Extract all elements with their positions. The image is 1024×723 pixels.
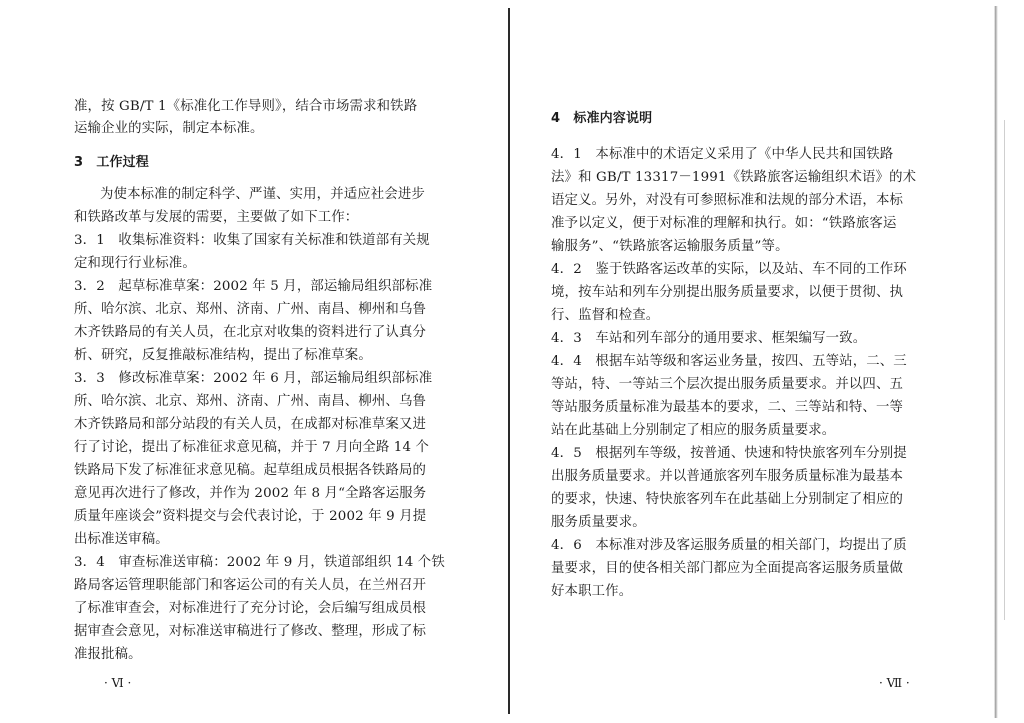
page-edge-shadow: [994, 6, 998, 718]
text-line: 4．4 根据车站等级和客运业务量，按四、五等站，二、三: [551, 354, 907, 369]
text-line: 路局客运管理职能部门和客运公司的有关人员，在兰州召开: [74, 578, 427, 593]
text-line: 意见再次进行了修改，并作为 2002 年 8 月“全路客运服务: [74, 486, 427, 501]
text-line: 准，按 GB/T 1《标准化工作导则》，结合市场需求和铁路: [74, 99, 418, 114]
text-line: 出服务质量要求。并以普通旅客列车服务质量标准为最基本: [551, 469, 904, 484]
text-line: 所、哈尔滨、北京、郑州、济南、广州、南昌、柳州、乌鲁: [74, 394, 427, 409]
text-line: 3．3 修改标准草案：2002 年 6 月，部运输局组织部标准: [74, 371, 433, 386]
page-number: · Ⅶ ·: [879, 676, 910, 690]
text-line: 据审查会意见，对标准送审稿进行了修改、整理，形成了标: [74, 624, 427, 639]
text-line: 出标准送审稿。: [74, 532, 169, 547]
text-line: 行了讨论，提出了标准征求意见稿，并于 7 月向全路 14 个: [74, 440, 430, 455]
text-line: 4．2 鉴于铁路客运改革的实际，以及站、车不同的工作环: [551, 262, 907, 277]
text-line: 好本职工作。: [551, 584, 633, 599]
text-line: 3．4 审查标准送审稿：2002 年 9 月，铁道部组织 14 个铁: [74, 555, 445, 570]
text-line: 铁路局下发了标准征求意见稿。起草组成员根据各铁路局的: [74, 463, 427, 478]
text-line: 服务质量要求。: [551, 515, 646, 530]
text-line: 站在此基础上分别制定了相应的服务质量要求。: [551, 423, 836, 438]
text-line: 了标准审查会，对标准进行了充分讨论，会后编写组成员根: [74, 601, 427, 616]
text-line: 为使本标准的制定科学、严谨、实用，并适应社会进步: [100, 187, 425, 202]
text-line: 语定义。另外，对没有可参照标准和法规的部分术语，本标: [551, 193, 904, 208]
text-line: 木齐铁路局的有关人员，在北京对收集的资料进行了认真分: [74, 325, 427, 340]
text-line: 4．3 车站和列车部分的通用要求、框架编写一致。: [551, 331, 867, 346]
text-line: 准予以定义，便于对标准的理解和执行。如：“铁路旅客运: [551, 216, 897, 231]
text-line: 运输企业的实际，制定本标准。: [74, 121, 264, 136]
text-line: 4．1 本标准中的术语定义采用了《中华人民共和国铁路: [551, 147, 894, 162]
text-line: 等站服务质量标准为最基本的要求，二、三等站和特、一等: [551, 400, 904, 415]
text-line: 质量年座谈会”资料提交与会代表讨论，于 2002 年 9 月提: [74, 509, 427, 524]
section-heading: 4 标准内容说明: [551, 111, 653, 126]
text-line: 析、研究，反复推敲标准结构，提出了标准草案。: [74, 348, 372, 363]
text-line: 所、哈尔滨、北京、郑州、济南、广州、南昌、柳州和乌鲁: [74, 302, 427, 317]
text-line: 等站，特、一等站三个层次提出服务质量要求。并以四、五: [551, 377, 904, 392]
text-line: 量要求，目的使各相关部门都应为全面提高客运服务质量做: [551, 561, 904, 576]
text-line: 4．6 本标准对涉及客运服务质量的相关部门，均提出了质: [551, 538, 907, 553]
text-line: 3．2 起草标准草案：2002 年 5 月，部运输局组织部标准: [74, 279, 433, 294]
section-heading: 3 工作过程: [74, 155, 149, 170]
text-line: 法》和 GB/T 13317－1991《铁路旅客运输组织术语》的术: [551, 170, 917, 185]
text-line: 3．1 收集标准资料：收集了国家有关标准和铁道部有关规: [74, 233, 430, 248]
text-line: 木齐铁路局和部分站段的有关人员，在成都对标准草案又进: [74, 417, 427, 432]
page-edge-line: [1004, 120, 1005, 620]
page-number: · Ⅵ ·: [104, 676, 132, 690]
text-line: 和铁路改革与发展的需要，主要做了如下工作：: [74, 210, 359, 225]
text-line: 准报批稿。: [74, 647, 142, 662]
text-line: 境，按车站和列车分别提出服务质量要求，以便于贯彻、执: [551, 285, 904, 300]
text-line: 定和现行行业标准。: [74, 256, 196, 271]
text-line: 的要求，快速、特快旅客列车在此基础上分别制定了相应的: [551, 492, 904, 507]
text-line: 输服务”、“铁路旅客运输服务质量”等。: [551, 239, 789, 254]
page-gutter: [508, 8, 510, 714]
text-line: 行、监督和检查。: [551, 308, 660, 323]
text-line: 4．5 根据列车等级，按普通、快速和特快旅客列车分别提: [551, 446, 907, 461]
